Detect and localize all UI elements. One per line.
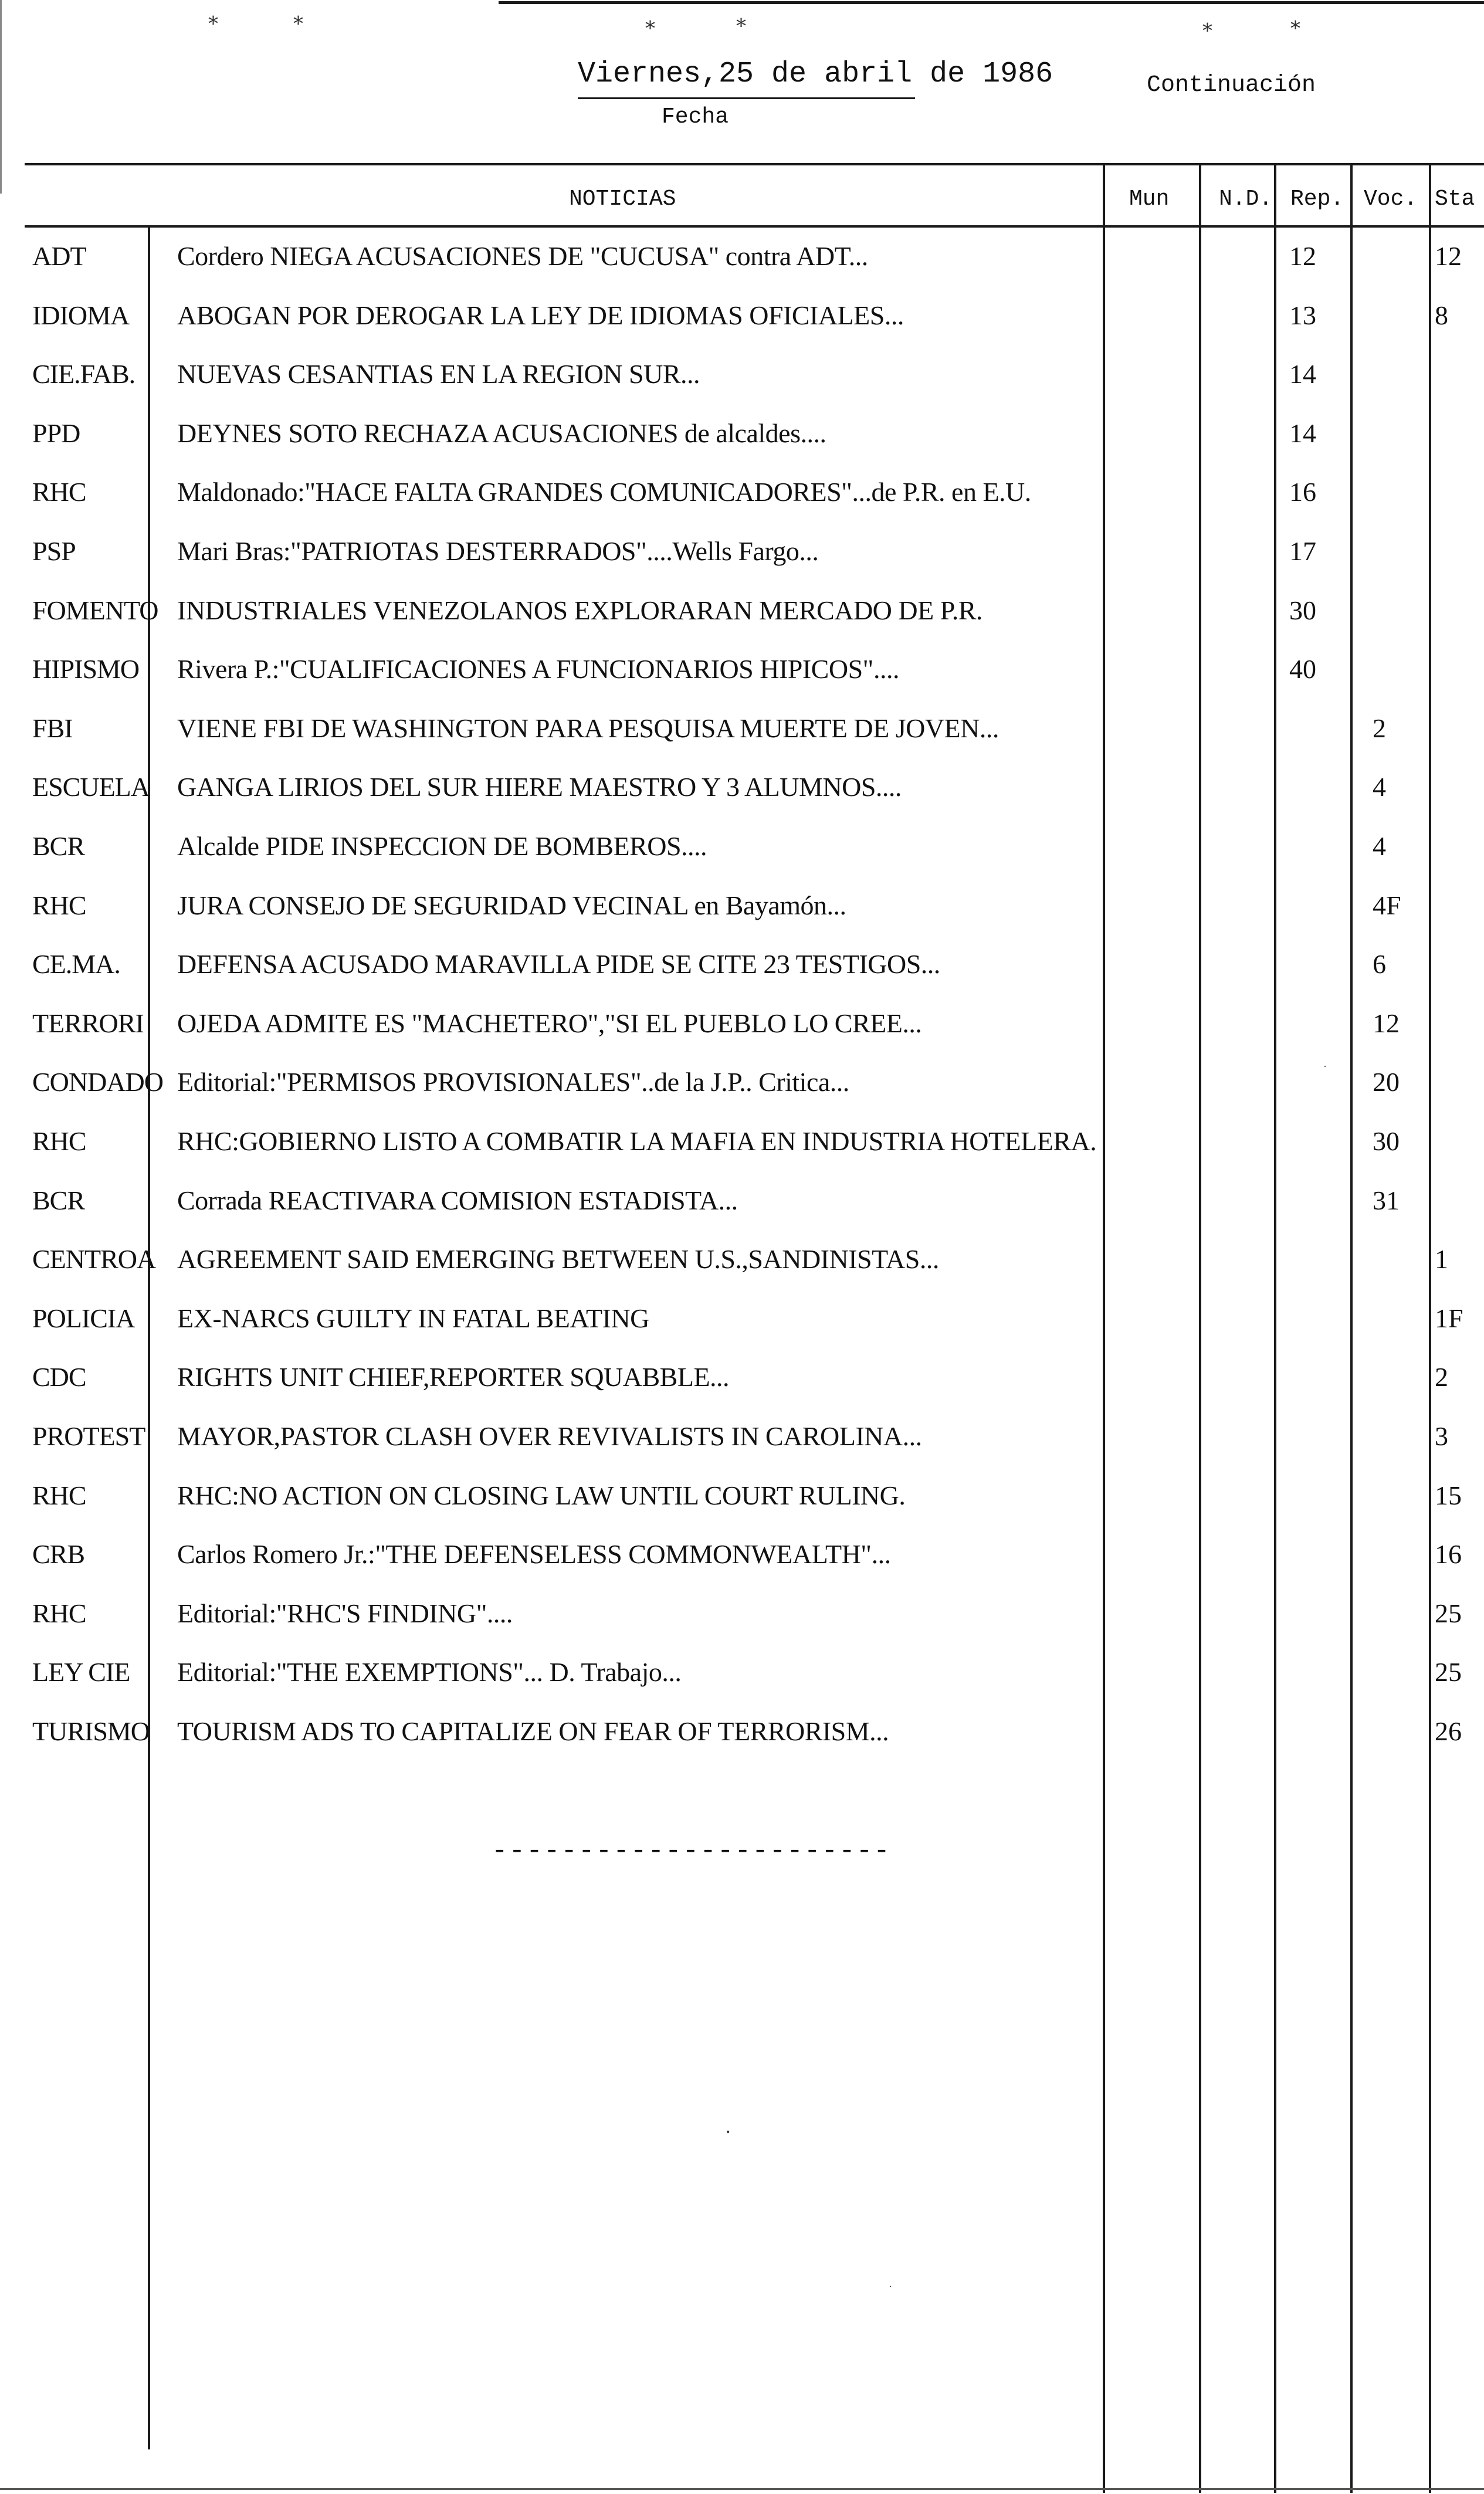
row-page-star: 12: [1435, 241, 1462, 271]
row-headline: Corrada REACTIVARA COMISION ESTADISTA...: [177, 1185, 738, 1215]
row-section-label: CONDADO: [32, 1067, 163, 1097]
row-page-voc: 6: [1373, 949, 1386, 979]
rep-divider: [1274, 164, 1276, 2493]
row-headline: OJEDA ADMITE ES "MACHETERO","SI EL PUEBLO LO CREE...: [177, 1008, 922, 1038]
row-page-rep: 14: [1289, 418, 1316, 448]
nd-divider: [1199, 164, 1201, 2493]
row-section-label: RHC: [32, 890, 86, 920]
row-section-label: RHC: [32, 1598, 86, 1628]
document-date: Viernes,25 de abril de 1986: [578, 57, 1053, 91]
row-page-rep: 40: [1289, 654, 1316, 684]
row-headline: GANGA LIRIOS DEL SUR HIERE MAESTRO Y 3 ALUMNOS....: [177, 772, 902, 802]
row-headline: Alcalde PIDE INSPECCION DE BOMBEROS....: [177, 831, 707, 861]
row-page-rep: 14: [1289, 359, 1316, 389]
row-page-star: 25: [1435, 1657, 1462, 1687]
left-edge-mark: [0, 0, 2, 194]
row-page-voc: 12: [1373, 1008, 1400, 1038]
row-headline: INDUSTRIALES VENEZOLANOS EXPLORARAN MERCADO DE P.R.: [177, 595, 982, 625]
row-page-voc: 2: [1373, 713, 1386, 743]
row-section-label: LEY CIE: [32, 1657, 130, 1687]
row-headline: Editorial:"RHC'S FINDING"....: [177, 1598, 513, 1628]
row-headline: RHC:GOBIERNO LISTO A COMBATIR LA MAFIA EN INDUSTRIA HOTELERA.: [177, 1126, 1097, 1156]
row-section-label: CIE.FAB.: [32, 359, 135, 389]
row-page-rep: 30: [1289, 595, 1316, 625]
speck: ·: [1323, 1060, 1327, 1072]
row-section-label: RHC: [32, 477, 86, 507]
row-section-label: TERRORI: [32, 1008, 144, 1038]
row-page-voc: 20: [1373, 1067, 1400, 1097]
star-divider: [1429, 164, 1431, 2493]
row-section-label: RHC: [32, 1480, 86, 1510]
continuation-label: Continuación: [1147, 72, 1316, 99]
row-section-label: HIPISMO: [32, 654, 140, 684]
row-page-rep: 17: [1289, 536, 1316, 566]
row-page-rep: 12: [1289, 241, 1316, 271]
row-page-star: 8: [1435, 300, 1448, 330]
row-section-label: CRB: [32, 1539, 85, 1569]
row-headline: TOURISM ADS TO CAPITALIZE ON FEAR OF TERRORISM...: [177, 1716, 889, 1746]
speck: ⁎: [293, 7, 303, 29]
row-headline: RIGHTS UNIT CHIEF,REPORTER SQUABBLE...: [177, 1362, 730, 1392]
row-headline: Rivera P.:"CUALIFICACIONES A FUNCIONARIOS HIPICOS"....: [177, 654, 899, 684]
row-page-rep: 16: [1289, 477, 1316, 507]
row-page-voc: 4: [1373, 772, 1386, 802]
column-header-nd: N.D.: [1219, 187, 1273, 212]
speck: ⁎: [736, 9, 746, 31]
end-of-list-dashes: -----------------------: [492, 1836, 891, 1866]
row-section-label: FOMENTO: [32, 595, 158, 625]
speck: ·: [889, 2280, 892, 2292]
row-page-rep: 13: [1289, 300, 1316, 330]
row-page-star: 15: [1435, 1480, 1462, 1510]
row-page-star: 3: [1435, 1421, 1448, 1451]
row-headline: NUEVAS CESANTIAS EN LA REGION SUR...: [177, 359, 700, 389]
row-headline: Mari Bras:"PATRIOTAS DESTERRADOS"....Wells Fargo...: [177, 536, 819, 566]
row-section-label: POLICIA: [32, 1303, 135, 1333]
column-header-mun: Mun: [1129, 187, 1170, 212]
column-header-star: Sta: [1435, 187, 1475, 212]
speck: ⁎: [645, 12, 655, 33]
row-page-star: 25: [1435, 1598, 1462, 1628]
column-header-voc: Voc.: [1364, 187, 1418, 212]
row-page-star: 1: [1435, 1244, 1448, 1274]
section-divider: [148, 226, 150, 2449]
row-headline: Carlos Romero Jr.:"THE DEFENSELESS COMMONWEALTH"...: [177, 1539, 891, 1569]
speck: ⁎: [208, 7, 218, 29]
header-bottom-rule: [25, 225, 1484, 228]
row-section-label: TURISMO: [32, 1716, 150, 1746]
row-section-label: BCR: [32, 1185, 85, 1215]
row-headline: MAYOR,PASTOR CLASH OVER REVIVALISTS IN CAROLINA...: [177, 1421, 922, 1451]
row-headline: Maldonado:"HACE FALTA GRANDES COMUNICADORES"...de P.R. en E.U.: [177, 477, 1031, 507]
row-headline: VIENE FBI DE WASHINGTON PARA PESQUISA MUERTE DE JOVEN...: [177, 713, 999, 743]
mun-divider: [1103, 164, 1105, 2493]
row-section-label: PPD: [32, 418, 80, 448]
row-section-label: BCR: [32, 831, 85, 861]
speck: •: [726, 2126, 730, 2138]
row-section-label: ESCUELA: [32, 772, 150, 802]
row-headline: Editorial:"PERMISOS PROVISIONALES"..de la J.P.. Critica...: [177, 1067, 849, 1097]
row-page-star: 16: [1435, 1539, 1462, 1569]
row-headline: JURA CONSEJO DE SEGURIDAD VECINAL en Bayamón...: [177, 890, 846, 920]
row-section-label: CENTROA: [32, 1244, 156, 1274]
column-header-noticias: NOTICIAS: [569, 187, 676, 212]
row-headline: RHC:NO ACTION ON CLOSING LAW UNTIL COURT RULING.: [177, 1480, 906, 1510]
row-section-label: IDIOMA: [32, 300, 130, 330]
row-section-label: CE.MA.: [32, 949, 120, 979]
table-top-rule: [25, 163, 1484, 165]
row-page-star: 26: [1435, 1716, 1462, 1746]
row-section-label: PROTEST: [32, 1421, 145, 1451]
row-headline: Editorial:"THE EXEMPTIONS"... D. Trabajo...: [177, 1657, 682, 1687]
voc-divider: [1350, 164, 1353, 2493]
row-page-voc: 30: [1373, 1126, 1400, 1156]
row-section-label: CDC: [32, 1362, 86, 1392]
row-headline: DEYNES SOTO RECHAZA ACUSACIONES de alcaldes....: [177, 418, 826, 448]
row-headline: ABOGAN POR DEROGAR LA LEY DE IDIOMAS OFICIALES...: [177, 300, 904, 330]
row-section-label: RHC: [32, 1126, 86, 1156]
row-headline: AGREEMENT SAID EMERGING BETWEEN U.S.,SANDINISTAS...: [177, 1244, 939, 1274]
top-rule: [499, 1, 1484, 4]
speck: ⁎: [1290, 12, 1300, 33]
date-underline: [578, 97, 915, 99]
date-label: Fecha: [662, 104, 729, 130]
column-header-rep: Rep.: [1290, 187, 1344, 212]
row-section-label: FBI: [32, 713, 73, 743]
row-headline: Cordero NIEGA ACUSACIONES DE "CUCUSA" contra ADT...: [177, 241, 868, 271]
bottom-rule: [0, 2488, 1484, 2490]
row-page-voc: 31: [1373, 1185, 1400, 1215]
row-page-voc: 4: [1373, 831, 1386, 861]
speck: ⁎: [1202, 14, 1212, 36]
row-headline: DEFENSA ACUSADO MARAVILLA PIDE SE CITE 23 TESTIGOS...: [177, 949, 940, 979]
row-section-label: PSP: [32, 536, 76, 566]
row-headline: EX-NARCS GUILTY IN FATAL BEATING: [177, 1303, 649, 1333]
row-page-star: 1F: [1435, 1303, 1463, 1333]
row-section-label: ADT: [32, 241, 86, 271]
row-page-star: 2: [1435, 1362, 1448, 1392]
row-page-voc: 4F: [1373, 890, 1401, 920]
